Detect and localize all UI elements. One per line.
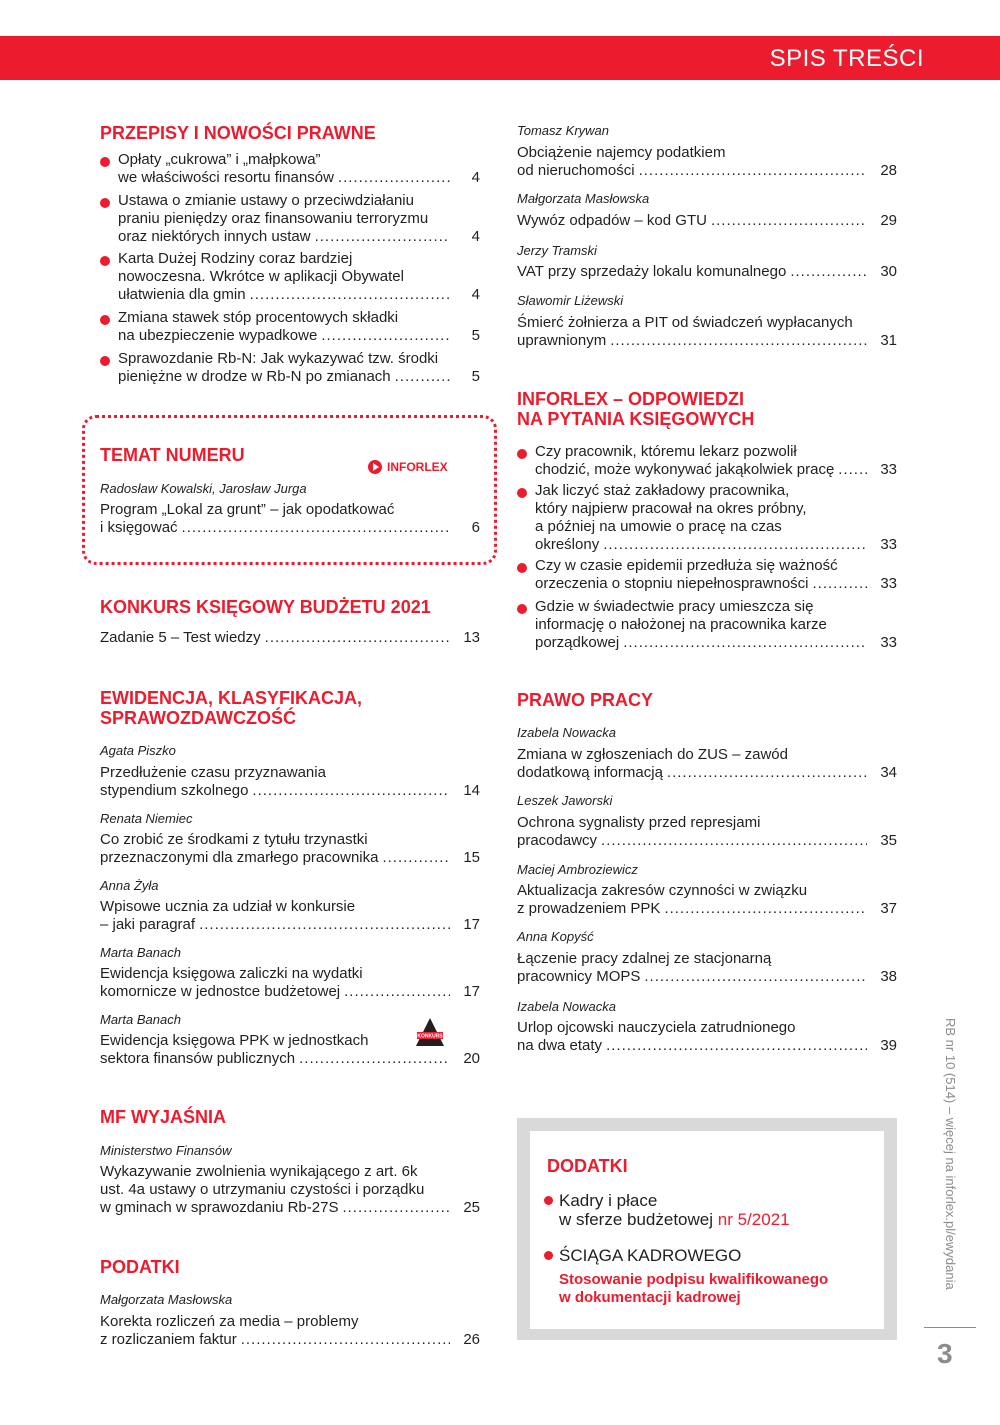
author: Anna Kopyść <box>517 929 594 944</box>
author: Maciej Ambroziewicz <box>517 862 638 877</box>
play-icon <box>368 460 382 474</box>
section-title-ewidencja: EWIDENCJA, KLASYFIKACJA, SPRAWOZDAWCZOŚĆ <box>100 688 363 728</box>
toc-entry[interactable]: Korekta rozliczeń za media – problemy z rozliczaniem faktur ..... 26 <box>100 1313 480 1349</box>
supplement-item[interactable]: ŚCIĄGA KADROWEGO <box>559 1246 741 1265</box>
side-caption: RB nr 10 (514) – więcej na inforlex.pl/ewydania <box>943 1018 958 1290</box>
page-number: 35 <box>880 832 897 849</box>
bullet-icon <box>100 315 110 325</box>
page-number: 30 <box>880 263 897 280</box>
toc-entry[interactable]: Ewidencja księgowa zaliczki na wydatki komornicze w jednostce budżetowej ..... 17 <box>100 965 480 1001</box>
supplements-inner <box>530 1131 884 1329</box>
inforlex-logo: INFORLEX <box>368 460 448 474</box>
supplement-item[interactable]: Kadry i płace w sferze budżetowej nr 5/2021 <box>559 1191 790 1229</box>
page-number: 4 <box>471 228 480 245</box>
page-number-footer: 3 <box>937 1338 953 1369</box>
bullet-icon <box>544 1251 553 1260</box>
page-number: 6 <box>471 519 480 536</box>
page-number: 37 <box>880 900 897 917</box>
bullet-icon <box>517 604 527 614</box>
page-number: 38 <box>880 968 897 985</box>
author: Izabela Nowacka <box>517 725 616 740</box>
supplement-subtitle: Stosowanie podpisu kwalifikowanego w dokumentacji kadrowej <box>559 1271 829 1306</box>
toc-entry[interactable]: Wykazywanie zwolnienia wynikającego z art. 6k ust. 4a ustawy o utrzymaniu czystości i porządku w gminach w sprawozdaniu Rb-27S ..... 25 <box>100 1163 480 1217</box>
toc-entry[interactable]: Aktualizacja zakresów czynności w związku z prowadzeniem PPK ..... 37 <box>517 882 897 918</box>
page-number: 5 <box>471 327 480 344</box>
page-number: 17 <box>463 983 480 1000</box>
bullet-icon <box>544 1196 553 1205</box>
page-number: 33 <box>880 461 897 478</box>
author: Marta Banach <box>100 1012 181 1027</box>
section-title-przepisy: PRZEPISY I NOWOŚCI PRAWNE <box>100 123 376 143</box>
page-number: 28 <box>880 162 897 179</box>
supplements-box <box>517 1118 897 1340</box>
author: Sławomir Liżewski <box>517 293 624 308</box>
bullet-icon <box>100 356 110 366</box>
page-number: 13 <box>463 629 480 646</box>
toc-entry[interactable]: Ochrona sygnalisty przed represjami pracodawcy ..... 35 <box>517 814 897 850</box>
bullet-icon <box>100 157 110 167</box>
toc-entry[interactable]: Czy w czasie epidemii przedłuża się ważność orzeczenia o stopniu niepełnosprawności ..... 33 <box>517 557 897 593</box>
page-number: 34 <box>880 764 897 781</box>
toc-entry[interactable]: Śmierć żołnierza a PIT od świadczeń wypłacanych uprawnionym ..... 31 <box>517 314 897 350</box>
toc-entry[interactable]: Ustawa o zmianie ustawy o przeciwdziałaniu praniu pieniędzy oraz finansowaniu terroryzmu oraz niektórych innych ustaw ..... 4 <box>100 192 480 246</box>
author: Tomasz Krywan <box>517 123 609 138</box>
toc-entry[interactable]: Łączenie pracy zdalnej ze stacjonarną pracownicy MOPS ..... 38 <box>517 950 897 986</box>
toc-entry[interactable]: Gdzie w świadectwie pracy umieszcza się informację o nałożonej na pracownika karze porządkowej ..... 33 <box>517 598 897 652</box>
author: Małgorzata Masłowska <box>517 191 650 206</box>
page-number: 5 <box>471 368 480 385</box>
author: Radosław Kowalski, Jarosław Jurga <box>100 481 307 496</box>
author: Leszek Jaworski <box>517 793 613 808</box>
toc-entry[interactable]: Wywóz odpadów – kod GTU ..... 29 <box>517 212 897 230</box>
toc-entry[interactable]: Zadanie 5 – Test wiedzy ..... 13 <box>100 629 480 647</box>
page-number: 4 <box>471 286 480 303</box>
toc-entry[interactable]: Czy pracownik, któremu lekarz pozwolił chodzić, może wykonywać jakąkolwiek pracę ..... 33 <box>517 443 897 479</box>
page-number: 29 <box>880 212 897 229</box>
toc-entry[interactable]: Zmiana w zgłoszeniach do ZUS – zawód dodatkową informacją ..... 34 <box>517 746 897 782</box>
toc-entry[interactable]: Karta Dużej Rodziny coraz bardziej nowoczesna. Wkrótce w aplikacji Obywatel ułatwienia dla gmin ..... 4 <box>100 250 480 304</box>
toc-entry[interactable]: Jak liczyć staż zakładowy pracownika, który najpierw pracował na okres próbny, a później na umowie o pracę na czas określony ..... 33 <box>517 482 897 554</box>
konkurs-badge-icon <box>415 1017 445 1047</box>
page-number: 4 <box>471 169 480 186</box>
section-title-temat: TEMAT NUMERU <box>100 445 245 465</box>
svg-text:KONKURS: KONKURS <box>417 1033 443 1040</box>
author: Anna Żyła <box>100 878 159 893</box>
divider <box>924 1327 976 1328</box>
page-number: 33 <box>880 575 897 592</box>
page-number: 14 <box>463 782 480 799</box>
toc-entry[interactable]: Ewidencja księgowa PPK w jednostkach sektora finansów publicznych ..... 20 <box>100 1032 480 1068</box>
bullet-icon <box>517 488 527 498</box>
toc-entry[interactable]: Sprawozdanie Rb-N: Jak wykazywać tzw. środki pieniężne w drodze w Rb-N po zmianach ..... 5 <box>100 350 480 386</box>
bullet-icon <box>517 563 527 573</box>
toc-entry[interactable]: Co zrobić ze środkami z tytułu trzynastki przeznaczonymi dla zmarłego pracownika ..... 15 <box>100 831 480 867</box>
toc-entry[interactable]: Urlop ojcowski nauczyciela zatrudnionego na dwa etaty ..... 39 <box>517 1019 897 1055</box>
section-title-podatki: PODATKI <box>100 1257 180 1277</box>
author: Agata Piszko <box>100 743 176 758</box>
section-title-dodatki: DODATKI <box>547 1156 628 1176</box>
toc-entry[interactable]: Przedłużenie czasu przyznawania stypendium szkolnego ..... 14 <box>100 764 480 800</box>
toc-entry[interactable]: Opłaty „cukrowa” i „małpkowa” we właściwości resortu finansów ..... 4 <box>100 151 480 187</box>
page-title: SPIS TREŚCI <box>769 45 924 72</box>
toc-entry[interactable]: Zmiana stawek stóp procentowych składki na ubezpieczenie wypadkowe ..... 5 <box>100 309 480 345</box>
toc-entry[interactable]: VAT przy sprzedaży lokalu komunalnego ..... 30 <box>517 263 897 281</box>
author: Izabela Nowacka <box>517 999 616 1014</box>
page-number: 26 <box>463 1331 480 1348</box>
author: Marta Banach <box>100 945 181 960</box>
section-title-konkurs: KONKURS KSIĘGOWY BUDŻETU 2021 <box>100 597 431 617</box>
page-number: 15 <box>463 849 480 866</box>
bullet-icon <box>517 449 527 459</box>
page-number: 20 <box>463 1050 480 1067</box>
page-number: 33 <box>880 536 897 553</box>
toc-entry[interactable]: Program „Lokal za grunt” – jak opodatkować i księgować ..... 6 <box>100 501 480 537</box>
page-number: 25 <box>463 1199 480 1216</box>
toc-entry[interactable]: Wpisowe ucznia za udział w konkursie – jaki paragraf ..... 17 <box>100 898 480 934</box>
page-number: 17 <box>463 916 480 933</box>
author: Renata Niemiec <box>100 811 193 826</box>
section-title-prawo: PRAWO PRACY <box>517 690 654 710</box>
page-number: 39 <box>880 1037 897 1054</box>
section-title-inforlex: INFORLEX – ODPOWIEDZI NA PYTANIA KSIĘGOWYCH <box>517 389 755 429</box>
toc-entry[interactable]: Obciążenie najemcy podatkiem od nieruchomości ..... 28 <box>517 144 897 180</box>
bullet-icon <box>100 256 110 266</box>
page-number: 33 <box>880 634 897 651</box>
page-number: 31 <box>880 332 897 349</box>
author: Ministerstwo Finansów <box>100 1143 232 1158</box>
section-title-mf: MF WYJAŚNIA <box>100 1107 226 1127</box>
author: Małgorzata Masłowska <box>100 1292 233 1307</box>
bullet-icon <box>100 198 110 208</box>
author: Jerzy Tramski <box>517 243 597 258</box>
